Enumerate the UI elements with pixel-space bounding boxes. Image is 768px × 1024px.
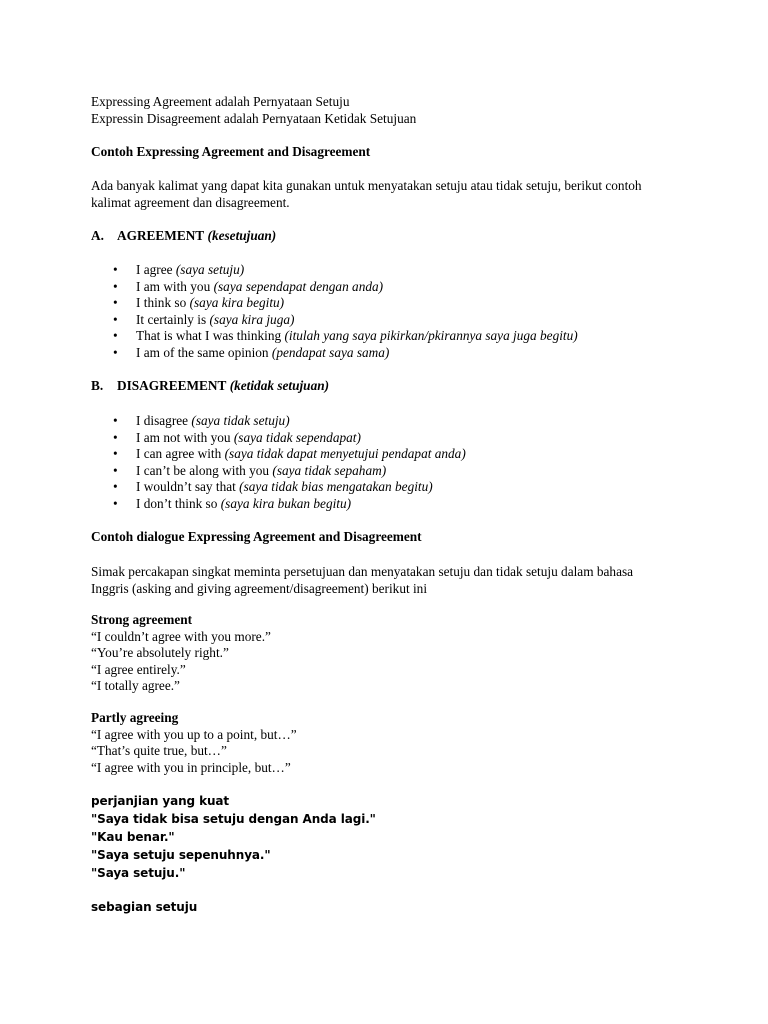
intro-line: Expressin Disagreement adalah Pernyataan Ketidak Setujuan (91, 110, 417, 126)
quote-line: "Kau benar." (91, 830, 175, 844)
quote-line: "Saya setuju sepenuhnya." (91, 848, 271, 862)
list-item: • I agree (saya setuju) (113, 262, 245, 277)
section-heading (91, 529, 681, 546)
quote-line: “I agree with you in principle, but…” (91, 759, 291, 775)
paragraph-line: Simak percakapan singkat meminta persetujuan dan menyatakan setuju dan tidak setuju dalam bahasa (91, 564, 634, 579)
bullet-icon: • (113, 446, 118, 461)
strong-agreement-title: Strong agreement (91, 612, 193, 627)
section-a-subtitle: (kesetujuan) (207, 228, 277, 243)
list-item: • I can agree with (saya tidak dapat menyetujui pendapat anda) (113, 446, 466, 461)
list-item: • I don’t think so (saya kira bukan begitu) (113, 495, 352, 511)
quote-line: "Saya tidak bisa setuju dengan Anda lagi." (91, 812, 376, 826)
bullet-icon: • (113, 278, 118, 294)
heading-dialogue: Contoh dialogue Expressing Agreement and Disagreement (91, 529, 422, 544)
list-item: • I wouldn’t say that (saya tidak bias mengatakan begitu) (113, 479, 433, 494)
sebagian-block (91, 898, 681, 916)
section-b-heading (91, 378, 681, 395)
bullet-icon: • (113, 344, 118, 360)
quote-line: "Saya setuju." (91, 866, 186, 880)
intro-line: Expressing Agreement adalah Pernyataan Setuju (91, 94, 350, 109)
paragraph-line: Ada banyak kalimat yang dapat kita gunakan untuk menyatakan setuju atau tidak setuju, berikut contoh (91, 178, 642, 193)
bullet-icon: • (113, 328, 118, 343)
list-item: • I am with you (saya sependapat dengan anda) (113, 278, 384, 294)
list-item: • That is what I was thinking (itulah yang saya pikirkan/pkirannya saya juga begitu) (113, 328, 578, 343)
partly-agreeing-title: Partly agreeing (91, 710, 179, 725)
bullet-icon: • (113, 462, 118, 478)
partly-agreeing-block (91, 710, 681, 776)
heading-contoh: Contoh Expressing Agreement and Disagreement (91, 144, 371, 159)
section-b-letter: B. (91, 378, 104, 393)
list-item: • I am not with you (saya tidak sependapat) (113, 429, 361, 445)
strong-agreement-block (91, 612, 681, 695)
disagreement-list (91, 413, 681, 512)
bullet-icon: • (113, 295, 118, 310)
quote-line: “I agree entirely.” (91, 661, 186, 677)
list-item: • I think so (saya kira begitu) (113, 295, 285, 310)
intro-block (91, 94, 681, 127)
paragraph (91, 564, 681, 597)
section-b-title: DISAGREEMENT (117, 378, 227, 393)
bullet-icon: • (113, 311, 118, 327)
list-item: • I am of the same opinion (pendapat saya sama) (113, 344, 390, 360)
perjanjian-title: perjanjian yang kuat (91, 794, 230, 808)
list-item: • I can’t be along with you (saya tidak sepaham) (113, 462, 387, 478)
perjanjian-block (91, 792, 681, 882)
bullet-icon: • (113, 479, 118, 494)
quote-line: “I couldn’t agree with you more.” (91, 628, 271, 644)
list-item: • I disagree (saya tidak setuju) (113, 413, 290, 428)
section-a-letter: A. (91, 228, 104, 243)
section-a-heading (91, 228, 681, 245)
quote-line: “I agree with you up to a point, but…” (91, 726, 297, 742)
section-b-subtitle: (ketidak setujuan) (229, 378, 330, 393)
section-a-title: AGREEMENT (117, 228, 205, 243)
agreement-list (91, 262, 681, 361)
quote-line: “You’re absolutely right.” (91, 645, 229, 660)
quote-line: “I totally agree.” (91, 678, 180, 693)
bullet-icon: • (113, 429, 118, 445)
bullet-icon: • (113, 413, 118, 428)
section-heading (91, 144, 681, 161)
sebagian-title: sebagian setuju (91, 900, 198, 914)
bullet-icon: • (113, 262, 118, 277)
paragraph-line: Inggris (asking and giving agreement/disagreement) berikut ini (91, 580, 428, 596)
bullet-icon: • (113, 495, 118, 511)
paragraph-line: kalimat agreement dan disagreement. (91, 194, 290, 210)
paragraph (91, 178, 681, 211)
list-item: • It certainly is (saya kira juga) (113, 311, 295, 327)
quote-line: “That’s quite true, but…” (91, 743, 227, 758)
